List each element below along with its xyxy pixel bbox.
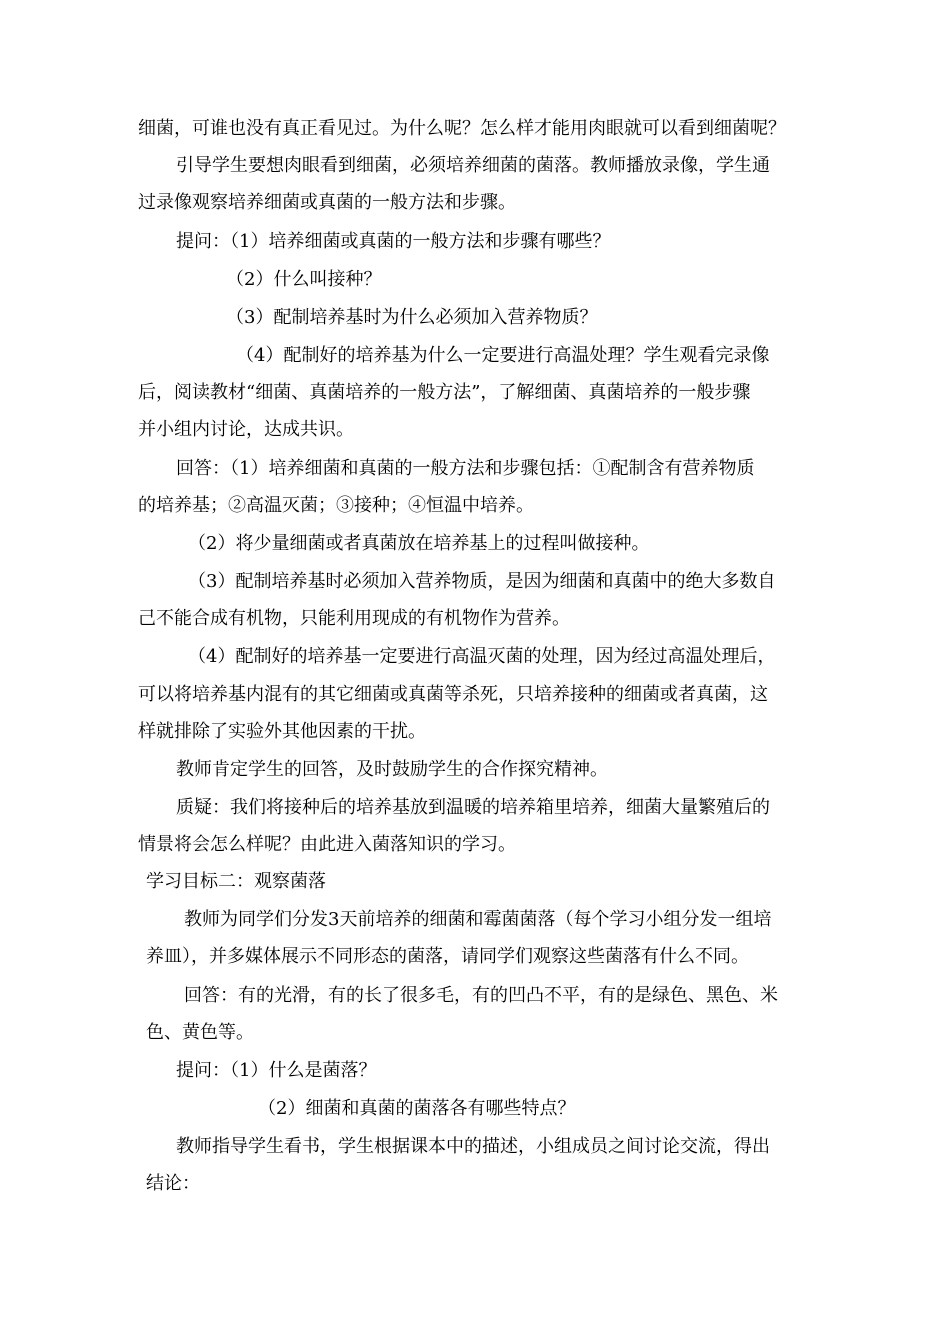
paragraph-line: 色、黄色等。 xyxy=(146,1022,254,1043)
paragraph-line: 质疑：我们将接种后的培养基放到温暖的培养箱里培养，细菌大量繁殖后的 xyxy=(176,797,770,818)
paragraph-line: 情景将会怎么样呢？由此进入菌落知识的学习。 xyxy=(138,834,516,855)
paragraph-line: （2）什么叫接种？ xyxy=(226,269,382,290)
paragraph-line: 的培养基；②高温灭菌；③接种；④恒温中培养。 xyxy=(138,495,534,516)
paragraph-line: 教师指导学生看书，学生根据课本中的描述，小组成员之间讨论交流，得出 xyxy=(176,1136,770,1157)
paragraph-line: 回答：有的光滑，有的长了很多毛，有的凹凸不平，有的是绿色、黑色、米 xyxy=(184,985,778,1006)
paragraph-line: 可以将培养基内混有的其它细菌或真菌等杀死，只培养接种的细菌或者真菌，这 xyxy=(138,684,768,705)
paragraph-line: 教师肯定学生的回答，及时鼓励学生的合作探究精神。 xyxy=(176,759,608,780)
paragraph-line: 养皿），并多媒体展示不同形态的菌落，请同学们观察这些菌落有什么不同。 xyxy=(146,946,749,967)
paragraph-line: （2）细菌和真菌的菌落各有哪些特点？ xyxy=(258,1098,576,1119)
paragraph-line: （3）配制培养基时必须加入营养物质，是因为细菌和真菌中的绝大多数自 xyxy=(188,571,776,592)
section-heading: 学习目标二：观察菌落 xyxy=(146,871,326,892)
paragraph-line: 过录像观察培养细菌或真菌的一般方法和步骤。 xyxy=(138,192,516,213)
paragraph-line: 提问：（1）培养细菌或真菌的一般方法和步骤有哪些？ xyxy=(176,231,611,252)
paragraph-line: 回答：（1）培养细菌和真菌的一般方法和步骤包括：①配制含有营养物质 xyxy=(176,458,755,479)
paragraph-line: 并小组内讨论，达成共识。 xyxy=(138,419,354,440)
paragraph-line: 结论： xyxy=(146,1173,200,1194)
paragraph-line: 提问：（1）什么是菌落？ xyxy=(176,1060,377,1081)
paragraph-line: 细菌，可谁也没有真正看见过。为什么呢？怎么样才能用肉眼就可以看到细菌呢？ xyxy=(138,118,786,139)
paragraph-line: 样就排除了实验外其他因素的干扰。 xyxy=(138,721,426,742)
paragraph-line: （4）配制好的培养基一定要进行高温灭菌的处理，因为经过高温处理后， xyxy=(188,646,776,667)
paragraph-line: 教师为同学们分发3天前培养的细菌和霉菌菌落（每个学习小组分发一组培 xyxy=(184,909,772,930)
paragraph-line: （2）将少量细菌或者真菌放在培养基上的过程叫做接种。 xyxy=(188,533,650,554)
paragraph-line: （4）配制好的培养基为什么一定要进行高温处理？学生观看完录像 xyxy=(236,345,770,366)
paragraph-line: 后，阅读教材“细菌、真菌培养的一般方法”，了解细菌、真菌培养的一般步骤 xyxy=(138,382,751,403)
paragraph-line: （3）配制培养基时为什么必须加入营养物质？ xyxy=(226,307,598,328)
paragraph-line: 己不能合成有机物，只能利用现成的有机物作为营养。 xyxy=(138,608,570,629)
paragraph-line: 引导学生要想肉眼看到细菌，必须培养细菌的菌落。教师播放录像，学生通 xyxy=(176,155,770,176)
